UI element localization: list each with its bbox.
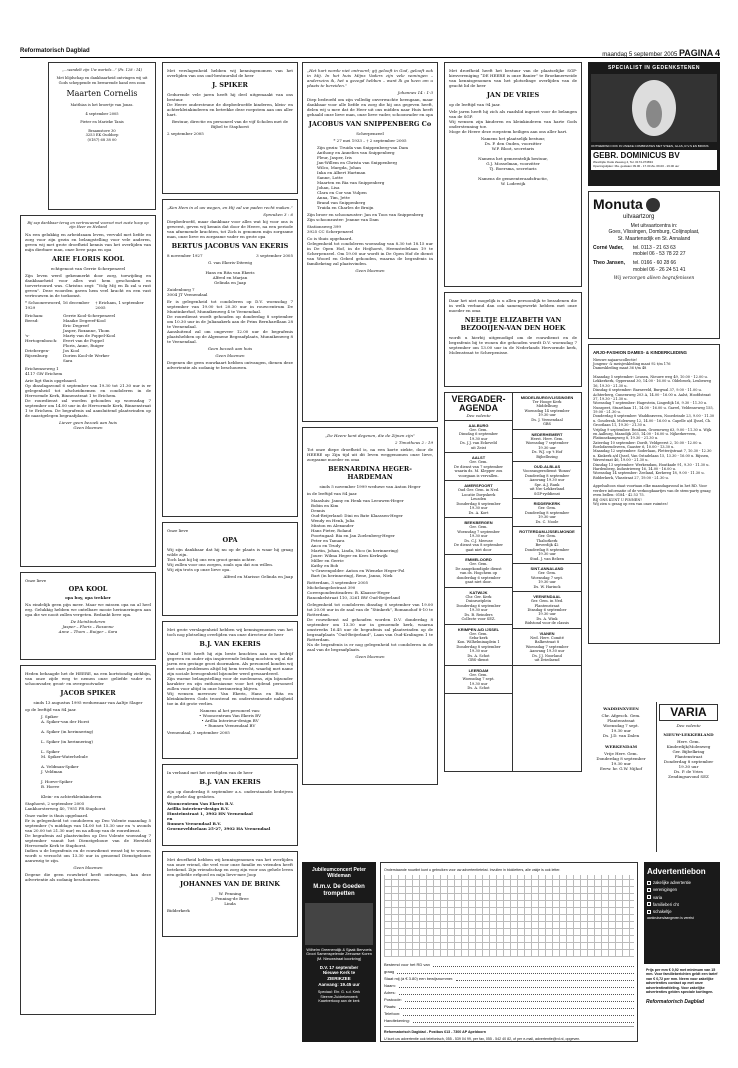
letter-grid[interactable] — [384, 875, 634, 957]
flower-image — [591, 74, 717, 142]
footer: Geen bloemen — [73, 865, 103, 871]
varia-sub: Deo volente — [676, 723, 701, 728]
intro: Met grote verslagenheid hebben wij kennisgenomen van het toch nog plotseling overlijden van onze directeur de heer — [167, 627, 293, 637]
obituary-jacob-spiker — [20, 665, 156, 1015]
sibling-note: Matthias is het broertje van Jonas. — [70, 103, 134, 108]
intro: Met blijdschap en dankbaarheid ontvingen wij uit Gods scheppende en bewarende hand een zoon — [56, 76, 148, 85]
column-5 — [588, 62, 720, 649]
adv-item — [647, 909, 717, 914]
form-field — [384, 960, 634, 967]
body-text: Vele jaren heeft hij zich als raadslid ingezet voor de belangen van de SGP. Wij wensen zijn kinderen en kleinkinderen van harte Gods ondersteuning toe. Moge de Heere deze roepstem heiligen aan ons aller hart. — [449, 109, 577, 135]
agenda-details: Ger. Gem. Donderdag 8 september 19.30 uur Ds. C. Noole — [524, 506, 570, 524]
ad-title: ARJO-FASHION DAMES- & KINDERKLEDING — [593, 350, 687, 355]
obituary-bertus-van-ekeris — [162, 199, 298, 517]
adv-item — [647, 895, 717, 900]
signature: Alfred en Marisse Gelinda en Jaap — [223, 574, 293, 580]
werk-body: Vrije Herv. Gem. Donderdag 8 september 19.30 uur Eerw. hr. G.W. Nijhof — [596, 751, 646, 771]
birth-notice-maarten — [48, 62, 156, 210]
footer-2: Geen bloemen — [215, 353, 245, 359]
obituary-jacobus-van-snippenberg — [302, 62, 438, 422]
agenda-item — [445, 518, 512, 555]
adv-item-label: familieberi cht — [653, 901, 679, 907]
form-field-label: Bestemd voor het RD van — [384, 962, 430, 968]
date-text: maandag 5 september 2005 — [602, 52, 678, 58]
family-place: 's-Hertogenbosch: — [25, 333, 58, 344]
address: Zuidenburg 7 3004 JT Veenendaal — [167, 287, 208, 298]
family-row — [25, 318, 151, 333]
dates: * 27 mei 1933 – † 2 september 2005 — [333, 138, 407, 144]
monuta-logo: Monuta — [593, 196, 643, 212]
agenda-details: Ger. Gem. Woensdag 7 sept. 19.30 uur Ds. A. Schot — [462, 672, 495, 691]
agenda-left — [445, 393, 513, 771]
notice-neeltje — [444, 292, 582, 387]
body-text: Wij zijn dankbaar dat hij nu op de plaats is waar hij graag wilde zijn. Toch laat hij bij ons een groot gemis achter. Wij zullen voor ons zorgen, zoals opa dat zou willen. Wij zijn trots op onze lieve opa. — [167, 547, 293, 573]
signature: Bestuur, directie en personeel van de vijf Scholen met de Bijbel te Staphorst — [171, 119, 289, 130]
form-field-label: Adres: — [384, 990, 396, 996]
deceased-name: NEELTJE ELIZABETH VAN BEZOOIJEN-VAN DEN HOEK — [460, 316, 566, 333]
advertentiebon-ad — [644, 862, 720, 1042]
body-text: zijn op donderdag 8 september a.s. onderstaande bedrijven de gehele dag gesloten. — [167, 789, 293, 800]
born: 8 november 1927 — [167, 253, 203, 259]
address: Stationsweg 399 3925 CC Scherpenzeel — [307, 224, 354, 235]
adv-item — [647, 880, 717, 885]
wadd-body: Chr. Afgesch. Gem. Plantenstraat Woensdag 7 sept. 19.30 uur Ds. J.D. van Dalen — [601, 713, 641, 738]
monuta-emblem-icon — [646, 198, 660, 212]
died: 3 september 2005 — [256, 253, 293, 259]
form-field-input[interactable] — [433, 963, 634, 967]
date: 2 september 2005 — [167, 131, 204, 137]
deceased-name: J. SPIKER — [212, 81, 248, 89]
note: Degene die geen rouwbrief heeft ontvangen, kan deze advertentie als zodanig beschouwen. — [25, 872, 151, 883]
form-instructions: Onderstaande rouwlint kunt u gebruiken voor uw advertentietekst. Invullen in blokletters, alle vakje is ook letter. — [384, 868, 561, 872]
family-row — [25, 348, 151, 363]
form-field — [384, 1009, 634, 1016]
agenda-place: MIDDELBURG/VLISSINGEN — [520, 395, 574, 400]
form-fields — [384, 960, 634, 1023]
agenda-details: Ger. Gem. De aangekondigde dienst van ds. Hogchem op donderdag 6 september gaat niet door. — [455, 562, 502, 585]
agenda-extra-left — [588, 702, 654, 852]
intro: Heden behaagde het de HEERE, na een kortstondig ziekbijn, van onze zijde weg te nemen onze geliefde vader en schoonvader, groot- en overgrootvader — [25, 671, 151, 686]
agenda-place: KATWIJK — [469, 589, 488, 595]
signature: W. Penning J. Penning-de Bree Linda — [211, 891, 249, 907]
form-field-input[interactable] — [456, 977, 634, 981]
adv-item — [647, 902, 717, 907]
agenda-item — [513, 430, 581, 462]
subtitle: opa boy, opa trekker — [65, 595, 111, 601]
note: Degenen die geen rouwkaart hebben ontvangen, dienen deze advertentie als zodanig te beschouwen. — [167, 360, 293, 371]
notice-johannes-van-de-brink — [162, 851, 298, 937]
order-form — [380, 862, 638, 1042]
checkbox-icon[interactable] — [647, 888, 651, 892]
family-names: Marty van de Poppel-Kool Evert van de Poppel Floris, Anne, Ruiger — [63, 333, 116, 349]
age: op de leeftijd van 94 jaar. — [449, 102, 501, 108]
arjo-fashion-ad — [588, 344, 720, 644]
service-details: Co is thuis opgebaard. Gelegenheid tot condoleren woensdag van 8.30 tot 18.15 uur in De Open Hof, in de Heijhorst, Heemstedelaan 19 te Scherpenzeel. Om 19.00 uur wordt in De Open Hof de dienst van Woord en Gebed gehouden, waarna de begrafenis in familiekring zal plaatsvinden. — [307, 236, 433, 267]
form-field-label: graag — [384, 969, 395, 975]
contact-name: Theo Jansen, — [593, 260, 625, 267]
agenda-item — [445, 588, 512, 625]
form-field — [384, 1002, 634, 1009]
flower-icon — [591, 74, 717, 142]
notice-closure — [162, 764, 298, 846]
agenda-place: LEERDAM — [468, 667, 489, 673]
form-field-label: Telefoon: — [384, 1011, 401, 1017]
footer: Geen bloemen — [355, 268, 385, 274]
adv-item-label: zakelijke advertentie — [653, 880, 691, 885]
form-field-label: Naam: — [384, 983, 396, 989]
intro: In verband met het overlijden van de heer — [167, 770, 253, 775]
family-list — [25, 313, 151, 363]
form-field-input[interactable] — [397, 970, 634, 974]
agenda-details: Oud Ger. Gem. in Ned. Locatie Dorpskerk Leusden Donderdag 8 september 19.30 uur Ds. A. Kort — [456, 488, 501, 515]
agenda-details: Ger. Gem. Dinsdag 6 september 19.30 uur Ds. J.J. van Eckeveld uit Zeist — [459, 428, 498, 450]
child-name: Maarten Cornelis — [66, 89, 138, 99]
age: op de leeftijd van 84 jaar. — [25, 707, 77, 713]
agenda-details: Ger. Gem. Woensdag 7 september 19.30 uur Ds. C.J. Meeuse De dienst van 8 september gaat niet door — [454, 525, 503, 552]
deceased-name: JACOB SPIKER — [60, 689, 116, 697]
agenda-item — [513, 564, 581, 592]
agenda-place: VEENENDAAL — [533, 594, 561, 600]
verse: „De Heere kent degenen, die de Zijnen zijn” — [325, 433, 415, 438]
family-names: Maaike Degreef-Kool Eric Degreef Jasper, Roxanne, Thom — [63, 318, 110, 334]
contact-phone: tel. 0113 - 21 63 63 mobiel 06 - 53 78 22 27 — [633, 244, 686, 257]
place: Bidderkerk — [167, 908, 190, 914]
place: Scherpenzeel — [356, 131, 384, 137]
contact-2 — [593, 260, 715, 273]
wadd-heading: WADDINXVEEN — [603, 706, 639, 711]
family-place: Beesd: — [25, 318, 39, 324]
agenda-sub: Deo volente — [466, 413, 491, 418]
family-names: Gerrie Kool-Scherpenzeel — [63, 313, 116, 319]
verse-ref: Spreuken 3 : 6 — [263, 212, 293, 217]
footer-1: Geen bezoek aan huis — [207, 346, 253, 352]
intro: Met droefheid heeft het bestuur van de plaatselijke SGP-kiesvereniging “DE HEERE is onze Banier” te Broekmerweide van kennisgenomen van het plotselinge overlijden van de geacht lid de heer — [449, 68, 577, 88]
form-field — [384, 981, 634, 988]
vergader-agenda — [444, 392, 582, 772]
form-footer: Reformatorisch Dagblad - Postbus 613 - 7300 AP Apeldoorn — [384, 1030, 486, 1035]
intro: Daar het niet mogelijk is u allen persoonlijk te bezadenen die in welk verband dan ook samengewerkt hebben met onze moeder en oma — [449, 298, 577, 313]
grandchildren: De kleinkinderen Jasper – Floris – Roxanne Anne – Thom – Ruiger – Sara — [58, 619, 118, 635]
form-field-label: Plaats: — [384, 1004, 397, 1010]
deceased-name: JACOBUS VAN SNIPPENBERG Co — [308, 120, 432, 128]
notice-jan-de-vries — [444, 62, 582, 287]
agenda-place: KRIMPEN A/D IJSSEL — [457, 626, 500, 632]
checkbox-icon[interactable] — [647, 881, 651, 885]
column-3 — [302, 62, 438, 790]
family-names: Jos Kool Dorien Kool-de Werker Sara — [63, 348, 110, 364]
agenda-item — [445, 481, 512, 518]
notice-bj-van-ekeris-staff — [162, 621, 298, 759]
form-field-input[interactable] — [399, 1005, 634, 1009]
form-field — [384, 995, 634, 1002]
company-list: Wooncentrum Van Ekeris B.V. Arillia Interieur-design B.V. Einsteinstraat 1, 3902 HN Veenendaal en Runnex Veenendaal B.V. Groeneveldselaan 25-27, 3902 HA Veenendaal — [167, 801, 271, 832]
checkbox-icon[interactable] — [647, 910, 651, 914]
service-details: Arie ligt thuis opgebaard. Op dinsdagavond 6 september van 19.30 tot 21.30 uur is er gelegenheid tot afscheidnemen en condoleren in de Hervormde Kerk, Binnenstraat 1 te Erichem. De rouwdienst zal worden gehouden op woensdag 7 september om 14.00 uur in de Hervormde Kerk, Binnenstraat 1 te Erichem. De begrafenis zal aansluitend plaatsvinden op de naastgelegen begraafplaats. — [25, 378, 151, 419]
agenda-details: Herst. Herv. Gem. Woensdag 7 september 19.30 uur Ds. W.J. op 't Hof Bijbellezing — [525, 436, 569, 459]
concert-mmv: M.m.v. De Goeden trompetten — [313, 883, 365, 897]
family-row — [25, 333, 151, 348]
company-name: GEBR. DOMINICUS BV — [593, 151, 680, 160]
agenda-item — [513, 592, 581, 629]
obituary-bernardina-heger — [302, 427, 438, 785]
agenda-header — [445, 393, 512, 421]
place: Staphorst, 2 september 2005 Lankhorsterweg 40, 7951 PR Staphorst — [25, 801, 106, 812]
verse-ref: Johannes 14 : 1-3 — [397, 90, 433, 95]
deceased-name: JAN DE VRIES — [486, 91, 540, 99]
form-field — [384, 967, 634, 974]
deceased-name: ARIE FLORIS KOOL — [51, 254, 125, 263]
monuta-sub: uitvaartzorg — [623, 213, 655, 220]
adv-item-label: varia — [653, 894, 663, 900]
obituary-arie-kool — [20, 215, 156, 567]
agenda-place: AMERSFOORT — [464, 483, 493, 489]
agenda-place: SINT-ANNALAND — [530, 566, 564, 572]
company-address: Westzijde Oude Zeeweg 4, Tel. 0174-374834 — [593, 160, 653, 164]
rd-logo: Reformatorisch Dagblad — [646, 998, 705, 1005]
agenda-right-list — [513, 393, 581, 771]
spouse: echtgenoot van Gerrie Scherpenzeel — [50, 266, 126, 272]
deceased-name: B.J. VAN EKERIS — [199, 778, 261, 786]
verse: Bij zap dankbaar terug en vertrouwend voorzet met zuste hoop op zijn Heer en Heiland — [27, 221, 149, 230]
deceased-name: JOHANNES VAN DE BRINK — [180, 880, 280, 888]
agenda-details: Ter Hooge Kerk Middelburg Woensdag 14 september 19.30 uur Ds. J. Veenendaal GBS — [524, 400, 570, 427]
checkbox-icon[interactable] — [647, 902, 651, 906]
verse: „Het hart worde niet ontroerd; gij gelooft in God, gelooft ook in Mij. In het huis Mijns Vaders zijn vele woningen – anderszins ik, het u gezegd hebben – want Ik ga heen om u plaats te bereiden.” — [307, 68, 433, 88]
form-field-label: Handtekening: — [384, 1018, 410, 1024]
form-field-label: Staat mij (à € 3.80) een bewijsnummer. — [384, 976, 454, 982]
deceased-name: B.J. VAN EKERIS — [199, 640, 261, 648]
intro: Diep bedroefd om zijn volledig onverwachte heengaan, maar dankbaar voor alle liefde en zorg die hij ons gegeven heeft, delen wij u mee dat de Heer uit ons midden naar Huis heeft gehaald onze lieve man, onze lieve vader, schoonvader en opa — [307, 97, 433, 117]
contact-phone: tel. 0166 - 60 28 66 mobiel 06 - 26 24 51 41 — [633, 260, 686, 273]
verse: „...wandelt zijn Uw wortels...” (Ps. 128 : 14) — [62, 68, 142, 72]
agenda-place: EMMELOORD — [465, 557, 492, 563]
agenda-place: AALST — [471, 455, 486, 461]
agenda-item — [445, 555, 512, 587]
intro: Diepbedroefd, maar dankbaar voor alles wat hij voor ons is geweest, geven wij kennis dat door de Heere, na een periode van afnemende krachten, tot Zich is genomen mijn zorgzame man, onze lieve en zorgzame vader en grote opa — [167, 219, 293, 239]
adv-item-label: schakeltje — [653, 909, 672, 914]
subtitle: sinds 13 augustus 1995 weduwnaar van Aaltje Slager — [33, 700, 143, 706]
agenda-details: Ger. Gem. De dienst van 7 september waarin ds. M. Klepper zou voorgaan is vervallen. — [454, 460, 503, 478]
page-label: PAGINA — [678, 48, 714, 58]
monuta-text: Met uitvaartcentra in: Goes, Vlissingen, Domburg, Colijnsplaat, St. Maartensdijk en St. Annaland — [608, 223, 700, 242]
concert-title: Jubileumconcert Peter Wildeman — [312, 867, 366, 880]
form-field-input[interactable] — [399, 984, 634, 988]
verse: „Ken Hem in al uw wegen, en Hij zal uw paden recht maken.” — [167, 205, 293, 210]
adv-item — [647, 887, 717, 892]
died: † Ericham, 1 september 2005 — [95, 300, 144, 311]
opening-hours: Openingstijden: Ma. geslaten 09.00 - 17.30 Za. 09.00 - 16.00 uur — [593, 163, 680, 168]
body-text: Gedurende vele jaren heeft hij deel uitgemaakt van ons bestuur. De Heere ondersteune de diepbedroefde kinderen, klein- en achterkleinkinderen en betrekke deze roepstem aan ons aller hart. — [167, 92, 293, 118]
agenda-details: Ger. Gem. Thabotkerk Beverdijk 42 Donderdag 8 september 19.30 uur Stud. J. van Belzen — [524, 534, 570, 561]
agenda-title: VERGADER-AGENDA — [451, 394, 506, 413]
agenda-details: Ger. Gem. Seba-kerk Kon. Wilhelminaplein 1 Donderdag 8 september 19.30 uur Ds. A. Schot GBS-dienst — [456, 631, 501, 663]
contact-1 — [593, 245, 715, 258]
page-header — [20, 48, 720, 58]
agenda-details: Ger. Gem. in Ned. Plantenstraat Dinsdag 6 september 19.30 uur Ds. A. Wink Bidstond voor de classis — [524, 599, 570, 626]
notice-opa-kool — [20, 572, 156, 660]
ad-top: SPECIALIST IN GEDENKSTENEN — [608, 65, 700, 71]
agenda-place: VIANEN — [539, 630, 555, 636]
adv-sub: aankruisen/aangeven is vereist — [647, 916, 694, 921]
intro: Met droefheid hebben wij kennisgenomen van het overlijden van onze vriend, die veel voor onze familie en vrienden heeft betekend. Zijn vriendschap en zorg zijn voor ons gehele leven een geliefde erfgoed en mijn lieve-mee Joop — [167, 857, 293, 877]
birth-date: 4 september 2005 — [85, 111, 119, 116]
agenda-item — [513, 393, 581, 430]
footer: Geen bloemen — [355, 654, 385, 660]
page-number: 4 — [714, 48, 720, 58]
top-line: Onze lieve — [25, 578, 47, 583]
notice-j-spiker — [162, 62, 298, 194]
family-list: Zijn gezin: Truida van Snippenberg-van Dam Anthony en Annelies van Snippenberg Fleur, Jasper, Iris Jan-Willem en Christa van Snippenberg Wilco, Margda, Johan Inka en Albert Hartman Sanne, Lotte Maarten en Ria van Snippenberg Johan, Lisa Clara en Cor van Vulpen Anna, Tim, Jette Brand van Snippenberg Truida en Charles de Bruijn — [317, 145, 409, 211]
intro: Tot onze diepe droefheid is, na een korte ziekte, door de HEERE op Zijn tijd uit dit leven weggenomen onze lieve, zorgzame moeder en oma — [307, 447, 433, 462]
agenda-item — [445, 421, 512, 453]
family-list: J. Spiker A. Spiker-van der Horst A. Spiker (in herinnering) L. Spiker (in herinnering) L. Spiker M. Spiker-Waterhebule A. Veldman-Spiker J. Veldman J. Hoeve-Spiker B. Hoeve Klein- en achterkleinkinderen — [41, 714, 102, 800]
adv-item-label: verenigingen — [653, 887, 677, 893]
concert-info: Wilhelm Greenendijk & Sjaak Bervoets Groot Samenspelende Zeeuwse Koren (M. Nieuwstraat koorkring) — [306, 947, 372, 961]
born: * Schoonrewoerd, 16 december 1929 — [25, 300, 90, 311]
concert-date: D.V. 17 september Nieuwe Kerk te ZIERIKZEE Aanvang: 19.45 uur — [318, 964, 360, 987]
body-text: Na eindelijk geen pijn meer. Maar we missen opa nu al heel erg. Gelukkig hebben we ontelbare mooie herinneringen aan opa die we nooit zullen vergeten. Bedankt lieve opa. — [25, 602, 151, 618]
family-place: Ericham: — [25, 313, 44, 319]
verse-ref: 2 Timotheus 2 : 19 — [395, 440, 433, 445]
ad-body: Nieuwe najaarscollectie! Jongens- & meisjeskleding maat 92 t/m 176 Dameskleding maat 36 t/m 48 Maandag 5 september: Leusen, Nieuwe weg 49, 10.00 - 12.00 u. Lekkerkerk, Opperzand 30, 14.00 - 16.00 u. Oldebroek, Leubeweg 16, 19.30 - 21.30 u. Dinsdag 6 september: Barneveld, Burgwal 37, 9.00 - 11.00 u. Achterberg, Cuneraweg 203 A, 14.00 - 16.00 u. Aalst, Hoofdstraat 37, 19.30 - 21.30 u. Woensdag 7 september: Hagestein, Lingedijk 16, 9.30 - 11.30 u. Nunspeet, Stuartlaan 11, 14.00 - 16.00 u. Garrel, Veldenseweg 155, 19.00 - 21.30 u. Donderdag 8 september: Waddinxveen, Noordeinde 23, 9.00 - 11.30 u. Gouderak, Molenweg 12, 14.00 - 16.00 u. Capelle a/d IJssel, Ch. Grootlaan 11, 19.30 - 21.30 u. Vrijdag 9 september: Renkum, Groeneweg 63, 9.00 - 11.30 u. Wijk en Aalburg, Maasdijk 203, 14.00 - 16.00 u. Nijkerkerveen, Platinnekampweg 8, 19.30 - 21.30 u. Zaterdag 10 september: Dordt, Veldgeerst 2, 10.00 - 12.00 u. Roelofarendsveen, Gaaster 6, 10.00 - 13.30 u. Maandag 12 september: Soderlaan, Pletterijstraat 7, 10.30 - 12.30 u. Kinkerk a/d IJssel, Van Ostadelaan 15, 13.30 - 16.00 u. Rijssen, Wavestraat 46, 19.00 - 21.30 u. Dinsdag 13 september: Werkendam, Houtkade 91, 9.30 - 11.30 u. Hardenberg, Industrieweg 16, 14.00 - 16.00 u. Woensdag 14 september: Zeeland, Kerkweg 18, 9.00 - 11.30 u. Ridderkerk, Vlasstraat 27, 19.00 - 21.30 u. Appelsaltoos staat voortaan elke maandagavond in het RD. Voor verdere informatie of de verkoopkaartjes van de stem-party graag even bellen: 0184 - 42 53 75. BIJ ONS KUNT U PINNEN! Wij zien u graag op een van onze ruimtes! — [593, 357, 715, 506]
adv-items — [647, 880, 717, 914]
agenda-details: Ger. Gem. Woensdag 7 sept. 19.30 uur Ds. W. Harinck — [530, 571, 564, 589]
column-4 — [444, 62, 582, 772]
column-2 — [162, 62, 298, 942]
intro: Na een gelukkig en arbeidzaam leven, vervuld met liefde en zorg voor zijn gezin en belangstelling voor vele anderen, geven wij met grote droefheid kennis van het overlijden van mijn dierbare man, onze lieve papa en opa — [25, 231, 151, 252]
title: OPA — [222, 536, 238, 544]
paper-name: Reformatorisch Dagblad — [20, 48, 90, 54]
form-field-input[interactable] — [399, 991, 634, 995]
subtitle: sinds 5 november 1999 weduwe van Anton Heger — [319, 484, 421, 490]
date: Veenendaal, 3 september 2005 — [167, 730, 230, 736]
agenda-item — [445, 666, 512, 694]
deceased-name: BERTUS JACOBUS VAN EKERIS — [171, 242, 289, 250]
signature: Namens al het personeel van: • Wooncentrum Van Ekeris BV • Arillia Interieur-design BV • Runnex Veenendaal BV — [198, 708, 261, 729]
signature: Namens het plaatselijk bestuur, Ds. P. den Ouden, voorzitter W.P. Bloot, secretaris Namens het gemeentelijk bestuur, G.J. Mosselman, voorzitter Tj. Boersma, secretaris Namens de gemeenteraadsfractie, W. Lodewijk — [478, 136, 548, 187]
body-text: Zijn leven werd gekenmerkt door zorg, toewijding en dankbaarheid voor alles wat hem geschonken en toevertrouwd was. Christus zegt: “Volg Mij en Ik zal u rust geven”. Deze woorden gaven hem veel kracht en een vast vertrouwen in de toekomst. — [25, 273, 151, 299]
siblings: Zijn broer en schoonzuster: Jan en Toos van Snippenberg Zijn schoonzuster: Jeanne van Dam — [307, 212, 424, 223]
nl-body: Herv. Gem. Kinderdijk/Molenweg Ger. Bijbelkring Plantenstraat Donderdag 8 september 19.30 uur Ds. P. de Vries Zendingsavond SEZ — [663, 739, 714, 779]
address: Braamstove 30 3253 EK Ouddorp (0187) 68 38 00 — [85, 128, 119, 142]
adv-title: Advertentiebon — [647, 867, 706, 876]
form-field-input[interactable] — [405, 998, 634, 1002]
agenda-details: Voorzangersdienst 'Bonus' Donderdag 8 september Aanvang 19.30 uur Spr. A.J. Rank uit Nw.-Lekkerland SGP-ryddienst — [522, 469, 572, 496]
body-text: wordt u hierbij uitgenodigd om de rouwdienst en de begrafenis bij te wonen die gehouden wordt D.V. woensdag 7 september om 13.00 uur in de Nederlands Hervormde kerk, Molenstraat te Scherpenisse. — [449, 335, 577, 356]
form-field — [384, 988, 634, 995]
family-place: Driebergen-Rijsenburg: — [25, 348, 50, 359]
agenda-details: Ned. Herv. Comité Balkestraat 8 Woensdag 7 september Aanvang 19.30 uur Ds. J.J. Noorland uit Driedaend — [525, 635, 569, 663]
form-field — [384, 974, 634, 981]
form-field — [384, 1016, 634, 1023]
form-footer-2: U kunt uw advertentie ook telefonisch, 055 - 539 04 99, per fax, 055 - 542 40 82, of per e-mail, advertentie@rd.nl, opgeven. — [384, 1036, 581, 1041]
agenda-place: OUD-ALBLAS — [533, 464, 561, 470]
service-details: Gelegenheid tot condoleren dinsdag 6 september van 19.00 tot 20.00 uur in de zaal van de “Stinkerk”, Romanohof 8-10 te Rotterdam. De rouwdienst zal gehouden worden D.V. donderdag 8 september om 13.30 uur in genoemde kerk, waarna omstreeks 16.45 uur de begrafenis zal plaatsvinden op de begraafplaats “Oud-Beijerland”, Laan van Oud-Kralingen 1 te Rotterdam. Na de begrafenis is er nog gelegenheid tot condoleren in de zaal van de begraafplaats. — [307, 602, 433, 653]
agenda-place: RIDDERKERK — [533, 501, 561, 507]
intro: Met verslagenheid hebben wij kennisgenomen van het overlijden van ons oud-bestuurslid de heer — [167, 68, 293, 78]
form-field-input[interactable] — [403, 1012, 634, 1016]
concert-tickets: Speciaal: Ehr. G. s.d. Kerk Steenre-Zuidrekenwerk Kaartverkoop aan de kerk — [317, 990, 361, 1004]
trumpet-image — [305, 903, 373, 945]
agenda-item — [513, 462, 581, 499]
checkbox-icon[interactable] — [647, 895, 651, 899]
agenda-item — [445, 453, 512, 481]
agenda-place: BEEKBERGEN — [464, 520, 493, 526]
place: Rotterdam, 3 september 2005 Michelangelostraat 390 Correspondentieadres: B. Klaasse-Heger Ranonkelstraat 110, 3261 BW Oud-Beijerland — [307, 580, 400, 601]
top-line: Onze lieve — [167, 528, 189, 533]
parents: Pieter en Marieke Tanis — [80, 120, 124, 125]
agenda-place: NEDERHEMERT — [531, 431, 563, 437]
varia-title: VARIA — [659, 704, 718, 721]
agenda-place: ROTTERDAM-IJSSELMONDE — [519, 529, 575, 535]
family-list: G. van Ekeris-Ditewig Hans en Rita van Ekeris Alfred en Marjan Gelinda en Jaap — [205, 260, 255, 286]
notice-opa — [162, 522, 298, 616]
agenda-details: Chr. Ger. Kerk Duinrustplein Donderdag 6 september 19.30 uur Ds. B. Reinders Collecte voor SEZ. — [456, 594, 501, 622]
agenda-item — [445, 625, 512, 666]
body-text: Vanaf 1960 heeft hij zijn beste krachten aan ons bedrijf gegeven en onder zijn inspirerende leiding mochten wij al die jaren een gestage groei doormaken. Als personeel konden wij met onze problemen altijd bij hem terecht, waarbij met name zijn sociale bewogenheid bijzonder werd gewaardeerd. Zijn warme belangstelling voor de medemens, zijn bijzonder karakter en zijn enthousiasme voor het rijdend personeel zullen voor altijd in onze herinnering blijven. Wij wensen mevrouw Van Ekeris, Hans en Rita en kleinkinderen Gods troostend en ondersteunende nabijheid toe in dit grote verlies. — [167, 651, 293, 707]
age: in de leeftijd van 84 jaar. — [307, 491, 358, 497]
service-details: Onze vader is thuis opgebaard. Er is gelegenheid tot condoleren op Deo Volente maandag 5 september ('s middags van 14.00 tot 15.30 uur en 's avonds van 20.00 tot 21.30 uur) en na afloop van de rouwdienst. De begrafenis zal plaatsvinden op Deo Volente woensdag 7 september vanuit het Dienstgebouw van de Hersteld Hervormde Kerk te Staphorst. Indien u de begrafenis en de rouwdienst wenst bij te wonen, wordt u verzocht om 13.30 uur in genoemd Dienstgebouw aanwezig te zijn. — [25, 813, 151, 864]
monuta-ad — [588, 191, 720, 339]
adv-text: Prijs per mm € 0,92 met minimum van 15 mm. Voor familieberichten geldt een tarief van € 0,72 per mm. Neem voor zakelijke advertenties contact op met onze advertentieafdeling. Voor zakelijke advertenties gelden speciale kortingen. — [646, 968, 718, 995]
service-details: Er is gelegenheid tot condoleren op D.V. woensdag 7 september van 19.00 tot 20.30 uur in rouwcentrum De Muntinkerhof, Munnikenweg 4 te Veenendaal. De rouwdienst wordt gehouden op donderdag 8 september om 10.30 uur in de Julianakerk aan de Prins Bernhardlaan 28 te Veenendaal. Aansluitend zal om ongeveer 12.00 uur de begrafenis plaatshebben op de Algemene Begraafplaats, Munnikenweg 8 te Veenendaal. — [167, 299, 293, 345]
title: OPA KOOL — [68, 585, 108, 593]
address: Erichemseweg 1 4117 GW Erichem — [25, 366, 63, 377]
agenda-place: AALBURG — [468, 423, 489, 428]
nl-heading: NIEUW-LEKKERLAND — [663, 732, 714, 737]
monuta-tag: Wij verzorgen alleen begrafenissen — [613, 275, 695, 281]
dominicus-ad — [588, 62, 720, 186]
agenda-item — [513, 499, 581, 527]
werk-heading: WERKENDAM — [604, 744, 638, 749]
form-field-label: Postcode: — [384, 997, 402, 1003]
contact-name: Corné Vader, — [593, 244, 624, 251]
concert-ad — [302, 862, 376, 1042]
deceased-name: BERNARDINA HEGER-HARDEMAN — [328, 465, 412, 482]
page-date — [602, 48, 720, 60]
column-1 — [20, 62, 156, 1020]
form-field-input[interactable] — [413, 1019, 634, 1023]
agenda-left-list — [445, 421, 512, 694]
varia-box — [656, 702, 720, 852]
showroom-line: ONTWERPEN OOK IN UNIEKE COMBINATIES MET STEEN, GLAS, R.V.S EN BRONS — [591, 144, 709, 149]
agenda-item — [513, 629, 581, 666]
family-list: Maasluis: Janny en Henk van Leeuwen-Heger Bobin en Kim Dennis Oud-Beijerland: Dini en Bate Klaassen-Heger Wendy en Henk, Julia Minton en Alexander Hans Pieter, Roland Poortugaal: Bia en Jan Zoelenberg-Heger Peter en Tamara Anco en Trudy Martin, Johan, Linda, Nico (in herinnering) Jouer: Wilma Heger en Kees Kerkwijk Miller en Gerrie Kathy en Bob 's-Gravenpolder: Anton en Wieneke Heger-Pol Bart (in herinnering), Rene, Janno, Niek — [311, 498, 405, 579]
agenda-item — [513, 527, 581, 564]
footer: Liever geen bezoek aan huis Geen bloemen — [59, 420, 117, 431]
